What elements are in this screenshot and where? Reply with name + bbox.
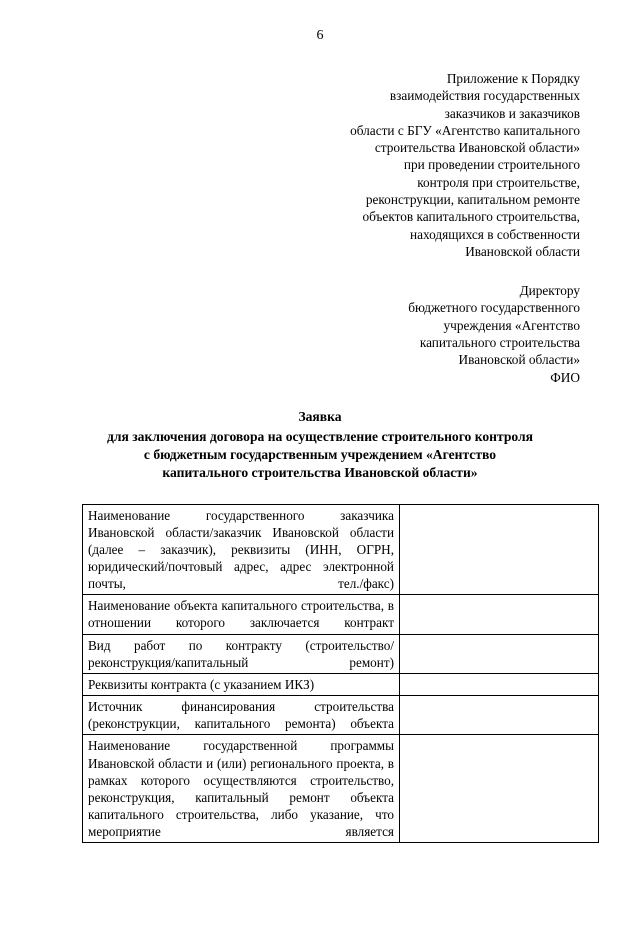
appendix-line: области с БГУ «Агентство капитального <box>350 122 580 138</box>
page-title: Заявка <box>298 408 342 424</box>
document-subtitle-line: для заключения договора на осуществление строительного контроля <box>106 428 534 444</box>
appendix-line: заказчиков и заказчиков <box>444 105 580 121</box>
row-value-field[interactable] <box>400 673 599 695</box>
row-label: Наименование государственной программы Ивановской области и (или) регионального проекта, в рамках которого осуществляются строительство, реконструкция, капитальный ремонт объекта капитального строительства, либо указание, что мероприятие является <box>83 735 400 843</box>
appendix-line: объектов капитального строительства, <box>362 209 580 225</box>
document-title-block <box>0 408 640 482</box>
row-label: Источник финансирования строительства (реконструкции, капитального ремонта) объекта <box>83 696 400 735</box>
addressee-line: ФИО <box>550 369 580 385</box>
appendix-line: при проведении строительного <box>403 157 580 173</box>
row-value-field[interactable] <box>400 504 599 595</box>
appendix-line: взаимодействия государственных <box>389 88 580 104</box>
row-label: Реквизиты контракта (с указанием ИКЗ) <box>83 673 400 695</box>
table-row <box>83 735 599 843</box>
addressee-line: Директору <box>519 283 580 299</box>
document-subtitle-line: капитального строительства Ивановской области» <box>162 464 478 480</box>
row-value-field[interactable] <box>400 735 599 843</box>
row-value-field[interactable] <box>400 696 599 735</box>
table-row <box>83 504 599 595</box>
row-label: Вид работ по контракту (строительство/реконструкция/капитальный ремонт) <box>83 634 400 673</box>
row-label: Наименование объекта капитального строительства, в отношении которого заключается контракт <box>83 595 400 634</box>
page-number: 6 <box>316 28 324 43</box>
appendix-line: Приложение к Порядку <box>446 71 580 86</box>
addressee-block <box>310 282 580 386</box>
addressee-line: учреждения «Агентство <box>443 317 580 333</box>
appendix-line: реконструкции, капитальном ремонте <box>365 191 580 207</box>
document-page <box>0 28 640 933</box>
addressee-line: капитального строительства <box>419 334 580 350</box>
addressee-line: бюджетного государственного <box>408 300 580 316</box>
row-value-field[interactable] <box>400 634 599 673</box>
table-row <box>83 634 599 673</box>
row-label: Наименование государственного заказчика Ивановской области/заказчик Ивановской области (далее – заказчик), реквизиты (ИНН, ОГРН, юридический/почтовый адрес, адрес электронной почты, тел./факс) <box>83 504 400 595</box>
document-subtitle-line: с бюджетным государственным учреждением «Агентство <box>143 446 497 462</box>
appendix-line: строительства Ивановской области» <box>374 140 580 156</box>
table-row <box>83 673 599 695</box>
appendix-line: контроля при строительстве, <box>417 174 580 190</box>
appendix-line: Ивановской области <box>465 243 580 259</box>
appendix-line: находящихся в собственности <box>409 226 580 242</box>
row-value-field[interactable] <box>400 595 599 634</box>
table-row <box>83 595 599 634</box>
appendix-reference-block <box>310 70 580 260</box>
addressee-line: Ивановской области» <box>458 352 580 368</box>
application-form-table <box>82 504 599 844</box>
table-row <box>83 696 599 735</box>
